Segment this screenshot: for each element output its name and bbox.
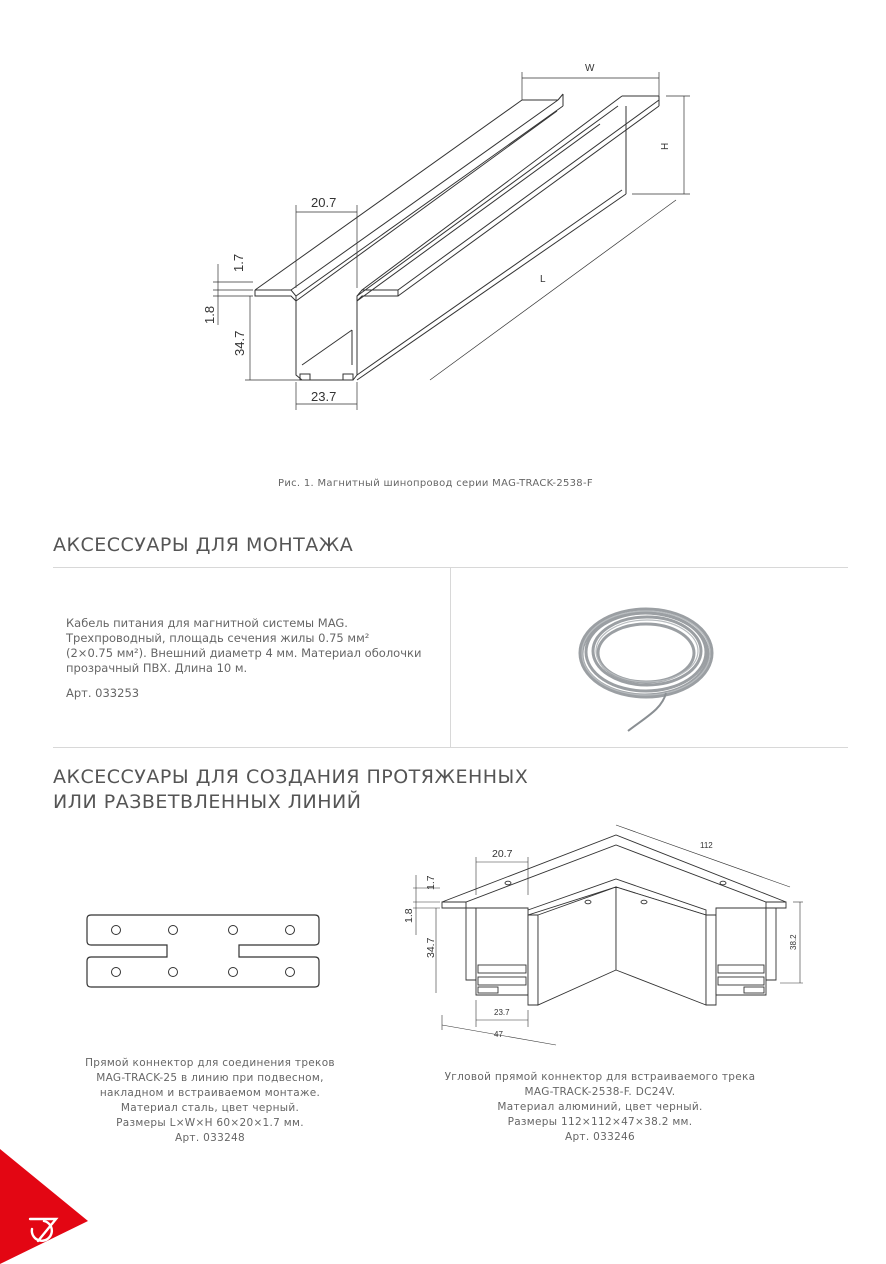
desc-line: Арт. 033248: [174, 1132, 246, 1144]
cable-coil-image: [570, 585, 730, 735]
cable-desc-line: Трехпроводный, площадь сечения жилы 0.75 мм²: [66, 631, 370, 645]
dim-top-width: 20.7: [311, 195, 337, 210]
corner-dim-top-width: 20.7: [492, 848, 513, 860]
corner-connector-description: [400, 1070, 800, 1145]
corner-dim-ledge: 1.8: [403, 908, 415, 923]
corner-dim-inner: 23.7: [494, 1008, 510, 1017]
corner-dim-outer: 47: [494, 1030, 503, 1039]
section-title-extension-line2: ИЛИ РАЗВЕТВЛЕННЫХ ЛИНИЙ: [53, 791, 362, 813]
desc-line: Размеры 112×112×47×38.2 мм.: [507, 1116, 693, 1128]
corner-connector-drawing: [398, 815, 818, 1055]
desc-line: MAG-TRACK-2538-F. DC24V.: [524, 1086, 676, 1098]
dim-l: L: [540, 274, 546, 285]
dim-height: 34.7: [232, 330, 247, 356]
cable-art: Арт. 033253: [66, 686, 140, 700]
desc-line: накладном и встраиваемом монтаже.: [99, 1087, 321, 1099]
dim-w: W: [585, 63, 595, 74]
desc-line: Угловой прямой коннектор для встраиваемого трека: [444, 1071, 756, 1083]
cable-desc-line: (2×0.75 мм²). Внешний диаметр 4 мм. Материал оболочки: [66, 646, 422, 660]
desc-line: Материал сталь, цвет черный.: [120, 1102, 300, 1114]
straight-connector-description: [40, 1056, 380, 1146]
dim-h: H: [660, 142, 671, 150]
desc-line: MAG-TRACK-25 в линию при подвесном,: [96, 1072, 324, 1084]
divider: [53, 747, 848, 748]
desc-line: Прямой коннектор для соединения треков: [85, 1057, 335, 1069]
section-title-extension-line1: АКСЕССУАРЫ ДЛЯ СОЗДАНИЯ ПРОТЯЖЕННЫХ: [53, 766, 529, 788]
cable-desc-line: Кабель питания для магнитной системы MAG.: [66, 616, 348, 630]
dim-lip: 1.7: [231, 253, 246, 272]
desc-line: Материал алюминий, цвет черный.: [497, 1101, 703, 1113]
desc-line: Размеры L×W×H 60×20×1.7 мм.: [116, 1117, 304, 1129]
brand-logo-corner: [0, 1149, 90, 1264]
straight-connector-drawing: [85, 912, 325, 992]
desc-line: Арт. 033246: [564, 1131, 636, 1143]
cable-description: [66, 616, 456, 701]
corner-dim-lip: 1.7: [425, 875, 437, 890]
corner-dim-total-h: 38.2: [789, 934, 798, 950]
dim-ledge: 1.8: [202, 305, 217, 324]
track-profile-drawing: [0, 0, 886, 470]
cable-desc-line: прозрачный ПВХ. Длина 10 м.: [66, 661, 248, 675]
dim-bottom-width: 23.7: [311, 389, 337, 404]
corner-dim-height: 34.7: [425, 937, 437, 958]
section-title-mounting: АКСЕССУАРЫ ДЛЯ МОНТАЖА: [53, 534, 354, 556]
figure-caption: Рис. 1. Магнитный шинопровод серии MAG-TRACK-2538-F: [278, 478, 593, 489]
corner-dim-length: 112: [700, 841, 713, 850]
